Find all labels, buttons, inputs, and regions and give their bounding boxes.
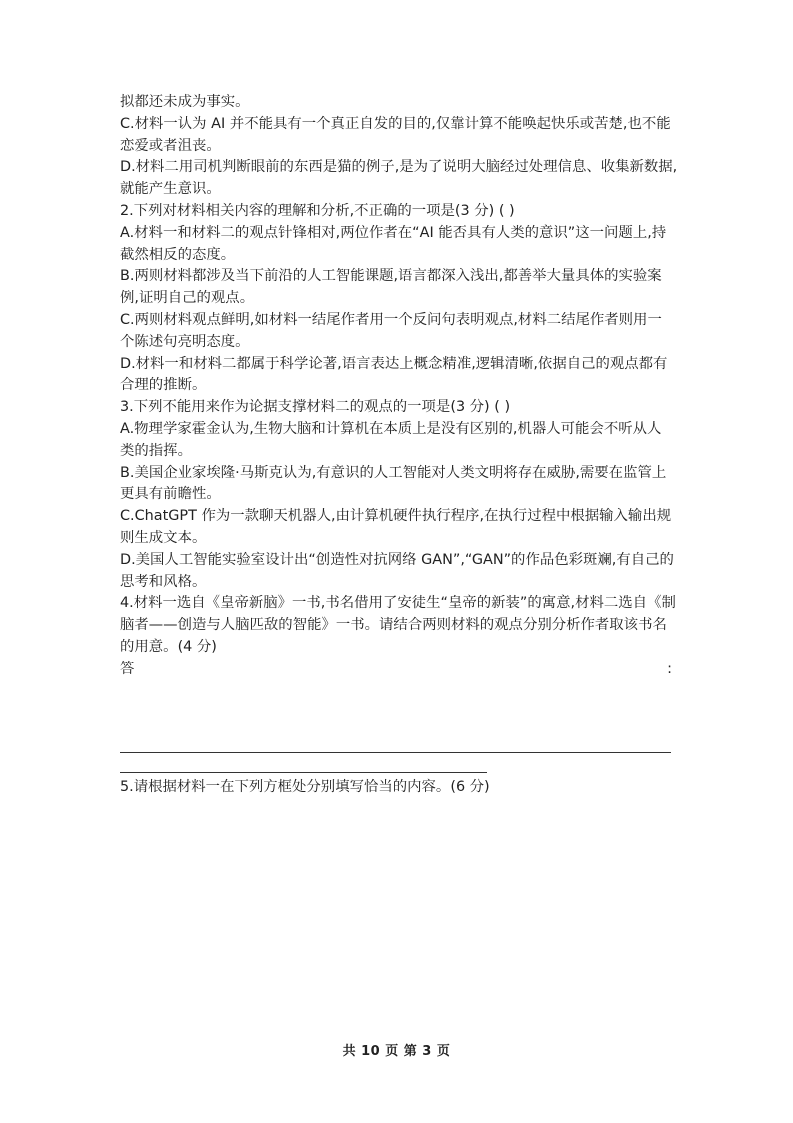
question-5-stem: 5.请根据材料一在下列方框处分别填写恰当的内容。(6 分) [120,779,490,795]
text-line: 恋爱或者沮丧。 [120,137,221,154]
question-text-block [120,92,680,681]
text-line: 个陈述句亮明态度。 [120,333,250,350]
text-line: 类的指挥。 [120,442,192,459]
text-line: 拟都还未成为事实。 [120,94,250,110]
answer-line[interactable] [120,752,671,753]
option-b-line: B.两则材料都涉及当下前沿的人工智能课题,语言都深入浅出,都善举大量具体的实验案 [120,268,662,285]
text-line: 更具有前瞻性。 [120,486,221,503]
option-d-line: D.美国人工智能实验室设计出“创造性对抗网络 GAN”,“GAN”的作品色彩斑斓,有自己的 [120,551,674,568]
answer-row [120,659,680,681]
answer-label: 答 [120,660,135,677]
option-d-line: D.材料二用司机判断眼前的东西是猫的例子,是为了说明大脑经过处理信息、收集新数据, [120,159,678,176]
answer-line[interactable] [120,772,487,773]
option-c-line: C.材料一认为 AI 并不能具有一个真正自发的目的,仅靠计算不能唤起快乐或苦楚,也不能 [120,115,671,132]
answer-colon: : [667,660,672,677]
text-line: 的用意。(4 分) [120,638,217,655]
option-a-line: A.材料一和材料二的观点针锋相对,两位作者在“AI 能否具有人类的意识”这一问题上,持 [120,224,667,241]
option-c-line: C.ChatGPT 作为一款聊天机器人,由计算机硬件执行程序,在执行过程中根据输入输出规 [120,508,672,525]
text-line: 就能产生意识。 [120,181,221,198]
page-footer: 共 10 页 第 3 页 [342,1044,451,1059]
text-line: 脑者——创造与人脑匹敌的智能》一书。请结合两则材料的观点分别分析作者取该书名 [120,617,667,634]
text-line: 合理的推断。 [120,377,207,394]
question-3-stem: 3.下列不能用来作为论据支撑材料二的观点的一项是(3 分) ( ) [120,399,511,416]
text-line: 例,证明自己的观点。 [120,290,255,307]
question-4-stem: 4.材料一选自《皇帝新脑》一书,书名借用了安徒生“皇帝的新装”的寓意,材料二选自《制 [120,595,676,612]
option-d-line: D.材料一和材料二都属于科学论著,语言表达上概念精准,逻辑清晰,依据自己的观点都有 [120,355,668,372]
option-c-line: C.两则材料观点鲜明,如材料一结尾作者用一个反问句表明观点,材料二结尾作者则用一 [120,311,662,328]
text-line: 思考和风格。 [120,573,207,590]
option-a-line: A.物理学家霍金认为,生物大脑和计算机在本质上是没有区别的,机器人可能会不听从人 [120,420,662,437]
question-2-stem: 2.下列对材料相关内容的理解和分析,不正确的一项是(3 分) ( ) [120,202,515,219]
text-line: 截然相反的态度。 [120,246,236,263]
option-b-line: B.美国企业家埃隆·马斯克认为,有意识的人工智能对人类文明将存在威胁,需要在监管上 [120,464,667,481]
text-line: 则生成文本。 [120,529,207,546]
